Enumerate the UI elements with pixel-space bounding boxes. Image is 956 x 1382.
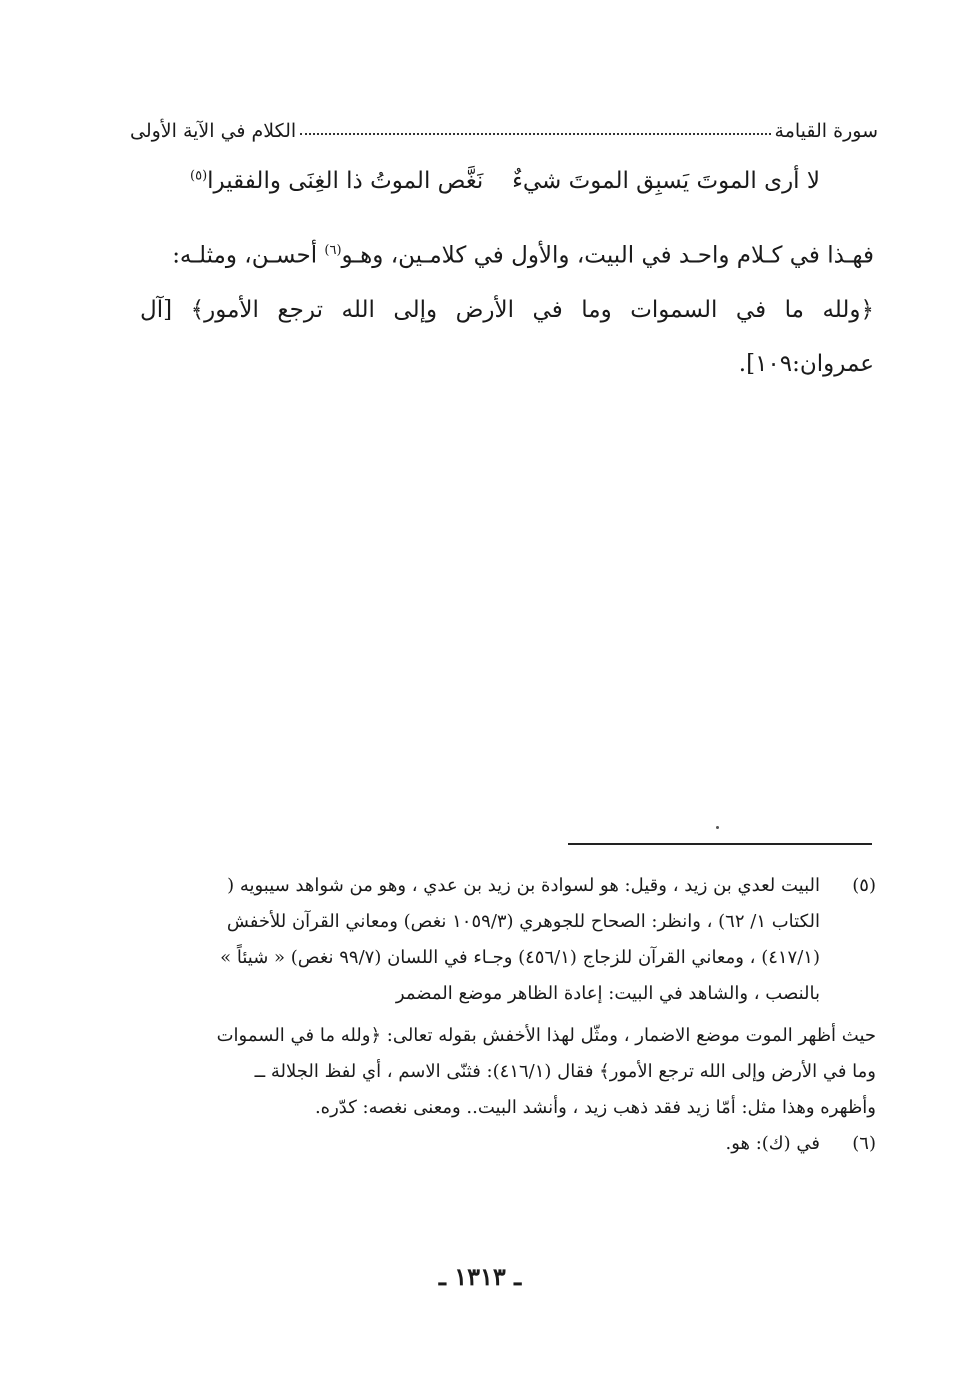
main-text-line-1-part-a: فهـذا في كـلام واحـد في البيت، والأول في كلامـين، وهـو <box>341 242 874 269</box>
verse-second-hemistich-text: نَغَّص الموتُ ذا الغِنَى والفقيرا <box>207 168 484 194</box>
header-leader-dots <box>300 133 770 135</box>
main-text <box>140 224 874 391</box>
footnote-separator <box>568 843 872 845</box>
section-title: الكلام في الآية الأولى <box>130 120 297 142</box>
footnote-5-continuation <box>128 1018 876 1126</box>
verse-second-hemistich <box>190 168 483 194</box>
main-text-line-2: ﴿ولله ما في السموات وما في الأرض وإلى الله ترجع الأمور﴾ [آل عمروان:١٠٩]. <box>140 296 874 377</box>
footnote-number: (٦) <box>852 1133 876 1154</box>
footnotes <box>128 868 876 1162</box>
footnote-5 <box>128 868 876 1012</box>
footnote-line: البيت لعدي بن زيد ، وقيل: هو لسوادة بن زيد بن عدي ، وهو من شواهد سيبويه ( <box>227 875 820 896</box>
footnote-line: وما في الأرض وإلى الله ترجع الأمور﴾ فقال (٤١٦/١): فثنّى الاسم ، أي لفظ الجلالة ــ <box>254 1061 876 1082</box>
footnote-line: بالنصب ، والشاهد في البيت: إعادة الظاهر موضع المضمر <box>395 983 820 1004</box>
footnote-number: (٥) <box>852 875 876 896</box>
poetry-verse <box>190 160 820 206</box>
footnote-line: وأظهره وهذا مثل: أمّا زيد فقد ذهب زيد ، وأنشد البيت.. ومعنى نغصه: كدّره. <box>314 1097 876 1118</box>
footnote-line: الكتاب ١/ ٦٢) ، وانظر: الصحاح للجوهري (١٠٥٩/٣ نغص) ومعاني القرآن للأخفش <box>226 911 820 932</box>
verse-first-hemistich: لا أرى الموتَ يَسبِق الموتَ شيءٌ <box>512 168 820 194</box>
footnote-line: في (ك): هو. <box>725 1133 820 1154</box>
footnote-line: (٤١٧/١) ، ومعاني القرآن للزجاج (٤٥٦/١) وجـاء في اللسان (٩٩/٧ نغص) « شيئاً » <box>220 947 820 968</box>
page-number: ـ ١٣١٣ ـ <box>438 1262 522 1291</box>
scan-speck <box>716 826 719 829</box>
main-text-line-1-part-b: أحسـن، ومثلـه: <box>172 242 325 269</box>
surah-title: سورة القيامة <box>774 120 878 142</box>
footnote-line: حيث أظهر الموت موضع الاضمار ، ومثّل لهذا الأخفش بقوله تعالى: ﴿ولله ما في السموات <box>216 1025 876 1046</box>
footnote-ref-5[interactable]: (٥) <box>190 168 208 184</box>
footnote-6 <box>128 1126 876 1162</box>
main-text-line-1 <box>140 224 874 283</box>
running-header <box>130 108 878 142</box>
footnote-ref-6[interactable]: (٦) <box>324 243 342 258</box>
